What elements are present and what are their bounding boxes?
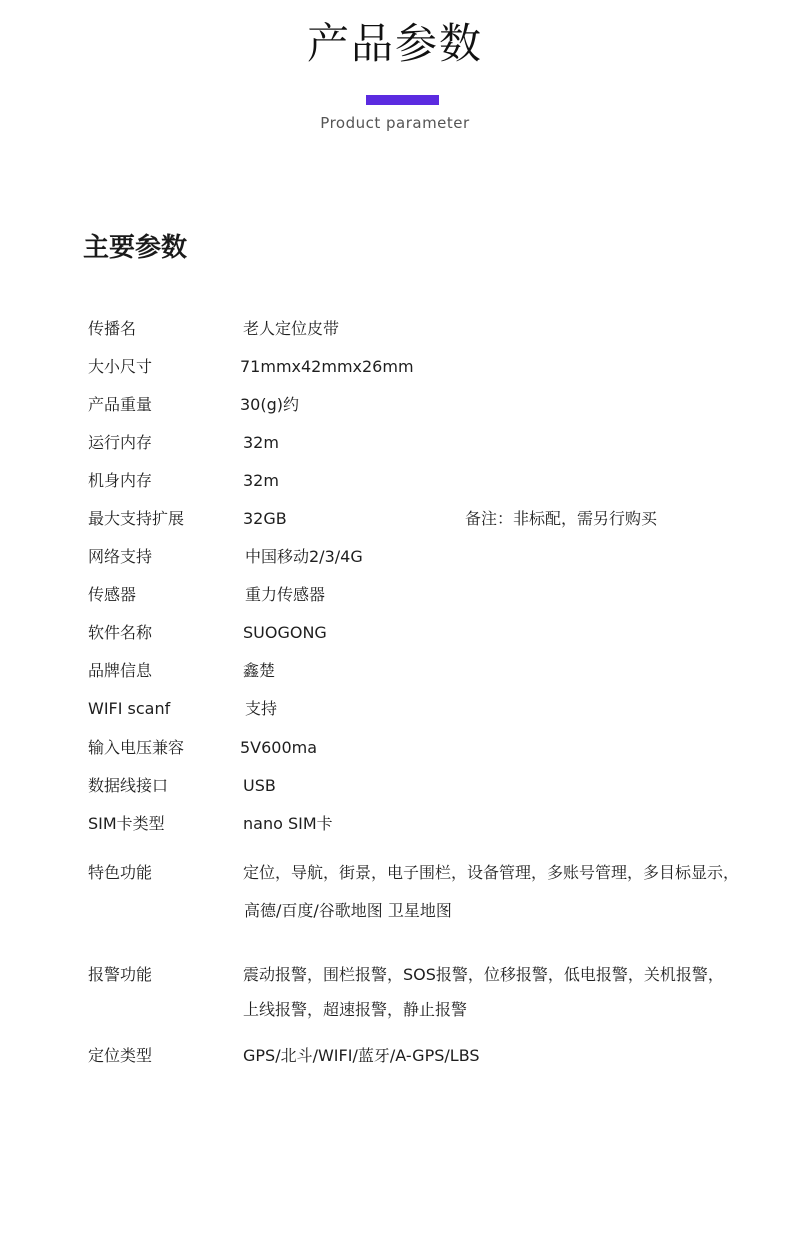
param-value: 32m	[243, 433, 279, 452]
param-value: 老人定位皮带	[243, 319, 340, 338]
param-label: 报警功能	[88, 965, 153, 984]
param-label: 产品重量	[88, 395, 153, 414]
param-label: 输入电压兼容	[88, 738, 185, 757]
param-label: 软件名称	[88, 623, 153, 642]
param-value-line-2: 高德/百度/谷歌地图 卫星地图	[244, 901, 452, 920]
param-label: 数据线接口	[88, 776, 169, 795]
param-value: 32m	[243, 471, 279, 490]
param-value: nano SIM卡	[243, 814, 333, 833]
title-accent-bar	[366, 95, 439, 105]
param-label: 网络支持	[88, 547, 153, 566]
param-label: 运行内存	[88, 433, 153, 452]
param-label: 定位类型	[88, 1046, 153, 1065]
param-value-line-2: 上线报警，超速报警，静止报警	[243, 1000, 468, 1019]
param-value: USB	[243, 776, 276, 795]
page-subtitle: Product parameter	[320, 114, 470, 132]
param-value: 重力传感器	[245, 585, 326, 604]
param-value: 71mmx42mmx26mm	[240, 357, 414, 376]
param-note: 备注：非标配，需另行购买	[465, 509, 658, 528]
param-label: 传播名	[88, 319, 137, 338]
param-value: 32GB	[243, 509, 287, 528]
param-label: WIFI scanf	[88, 699, 171, 718]
page-title: 产品参数	[306, 19, 483, 68]
param-value: GPS/北斗/WIFI/蓝牙/A-GPS/LBS	[243, 1046, 480, 1065]
param-value: 震动报警，围栏报警，SOS报警，位移报警，低电报警，关机报警，	[243, 965, 724, 984]
param-label: 机身内存	[88, 471, 153, 490]
param-value: 支持	[245, 699, 278, 718]
param-value: 30(g)约	[240, 395, 300, 414]
param-label: 特色功能	[88, 863, 153, 882]
param-label: 传感器	[88, 585, 137, 604]
param-value: 中国移动2/3/4G	[245, 547, 363, 566]
param-value: 定位，导航，街景，电子围栏，设备管理，多账号管理，多目标显示，	[243, 863, 740, 882]
param-value: 5V600ma	[240, 738, 318, 757]
param-label: 大小尺寸	[88, 357, 153, 376]
param-label: 品牌信息	[88, 661, 153, 680]
param-value: SUOGONG	[243, 623, 327, 642]
param-value: 鑫楚	[243, 661, 276, 680]
param-label: SIM卡类型	[88, 814, 165, 833]
section-title: 主要参数	[83, 233, 188, 263]
param-label: 最大支持扩展	[88, 509, 185, 528]
